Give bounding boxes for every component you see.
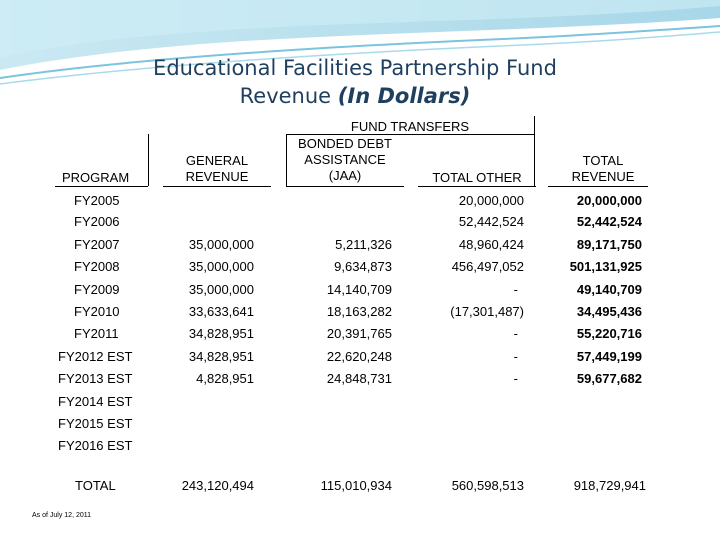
row-program-cell: FY2014 EST	[58, 394, 133, 409]
row-program-cell: FY2006	[74, 214, 120, 229]
row-bonded-cell: 14,140,709	[326, 282, 392, 297]
row-bonded-cell: 9,634,873	[334, 259, 392, 274]
row-program-cell: FY2008	[74, 259, 120, 274]
title-line-2: Revenue (In Dollars)	[239, 84, 471, 108]
row-total-cell: 59,677,682	[576, 371, 642, 386]
row-total-cell: 57,449,199	[576, 349, 642, 364]
header-fund-transfers: FUND TRANSFERS	[350, 119, 470, 134]
row-total-cell: 20,000,000	[576, 193, 642, 208]
title-italic-part: (In Dollars)	[337, 84, 471, 108]
row-program-cell: FY2007	[74, 237, 120, 252]
row-bonded-cell: 5,211,326	[335, 237, 392, 252]
row-other-cell: 52,442,524	[458, 214, 524, 229]
row-other-cell: 456,497,052	[451, 259, 524, 274]
row-program-cell: FY2012 EST	[58, 349, 133, 364]
row-other-cell: 20,000,000	[458, 193, 524, 208]
totals-total: 918,729,941	[573, 478, 646, 493]
header-rule-program	[55, 186, 148, 187]
row-general-cell: 35,000,000	[188, 237, 254, 252]
row-total-cell: 34,495,436	[576, 304, 642, 319]
row-program-cell: FY2009	[74, 282, 120, 297]
row-general-cell: 35,000,000	[188, 259, 254, 274]
row-total-cell: 52,442,524	[576, 214, 642, 229]
row-general-cell: 34,828,951	[188, 349, 254, 364]
totals-other: 560,598,513	[451, 478, 524, 493]
header-total-other: TOTAL OTHER	[432, 170, 522, 185]
row-other-cell: -	[513, 282, 518, 297]
row-program-cell: FY2010	[74, 304, 120, 319]
header-divider-1	[148, 134, 149, 186]
row-program-cell: FY2005	[74, 193, 120, 208]
row-general-cell: 35,000,000	[188, 282, 254, 297]
row-program-cell: FY2011	[74, 326, 119, 341]
header-total-revenue: TOTAL REVENUE	[571, 153, 635, 184]
header-rule-total	[548, 186, 648, 187]
header-bonded-debt: BONDED DEBT ASSISTANCE (JAA)	[298, 136, 392, 183]
row-total-cell: 49,140,709	[576, 282, 642, 297]
row-general-cell: 33,633,641	[188, 304, 254, 319]
header-general-revenue: GENERAL REVENUE	[185, 153, 249, 184]
row-bonded-cell: 20,391,765	[326, 326, 392, 341]
row-general-cell: 4,828,951	[196, 371, 254, 386]
row-bonded-cell: 22,620,248	[326, 349, 392, 364]
totals-general: 243,120,494	[181, 478, 254, 493]
as-of-note: As of July 12, 2011	[32, 512, 92, 519]
row-other-cell: -	[513, 326, 518, 341]
header-rule-other	[418, 186, 536, 187]
totals-label: TOTAL	[75, 478, 116, 493]
row-bonded-cell: 24,848,731	[326, 371, 392, 386]
header-program: PROGRAM	[62, 170, 130, 185]
row-other-cell: (17,301,487)	[450, 304, 524, 319]
row-other-cell: -	[513, 349, 518, 364]
row-program-cell: FY2016 EST	[58, 438, 133, 453]
row-other-cell: 48,960,424	[458, 237, 524, 252]
row-bonded-cell: 18,163,282	[326, 304, 392, 319]
row-program-cell: FY2015 EST	[58, 416, 133, 431]
totals-bonded: 115,010,934	[320, 478, 392, 493]
row-total-cell: 89,171,750	[576, 237, 642, 252]
row-total-cell: 501,131,925	[569, 259, 642, 274]
row-general-cell: 34,828,951	[188, 326, 254, 341]
row-program-cell: FY2013 EST	[58, 371, 133, 386]
row-other-cell: -	[513, 371, 518, 386]
title-line-1: Educational Facilities Partnership Fund	[153, 56, 557, 80]
row-total-cell: 55,220,716	[576, 326, 642, 341]
header-rule-general	[163, 186, 271, 187]
page-title	[0, 54, 710, 110]
header-rule-bonded	[286, 186, 404, 187]
